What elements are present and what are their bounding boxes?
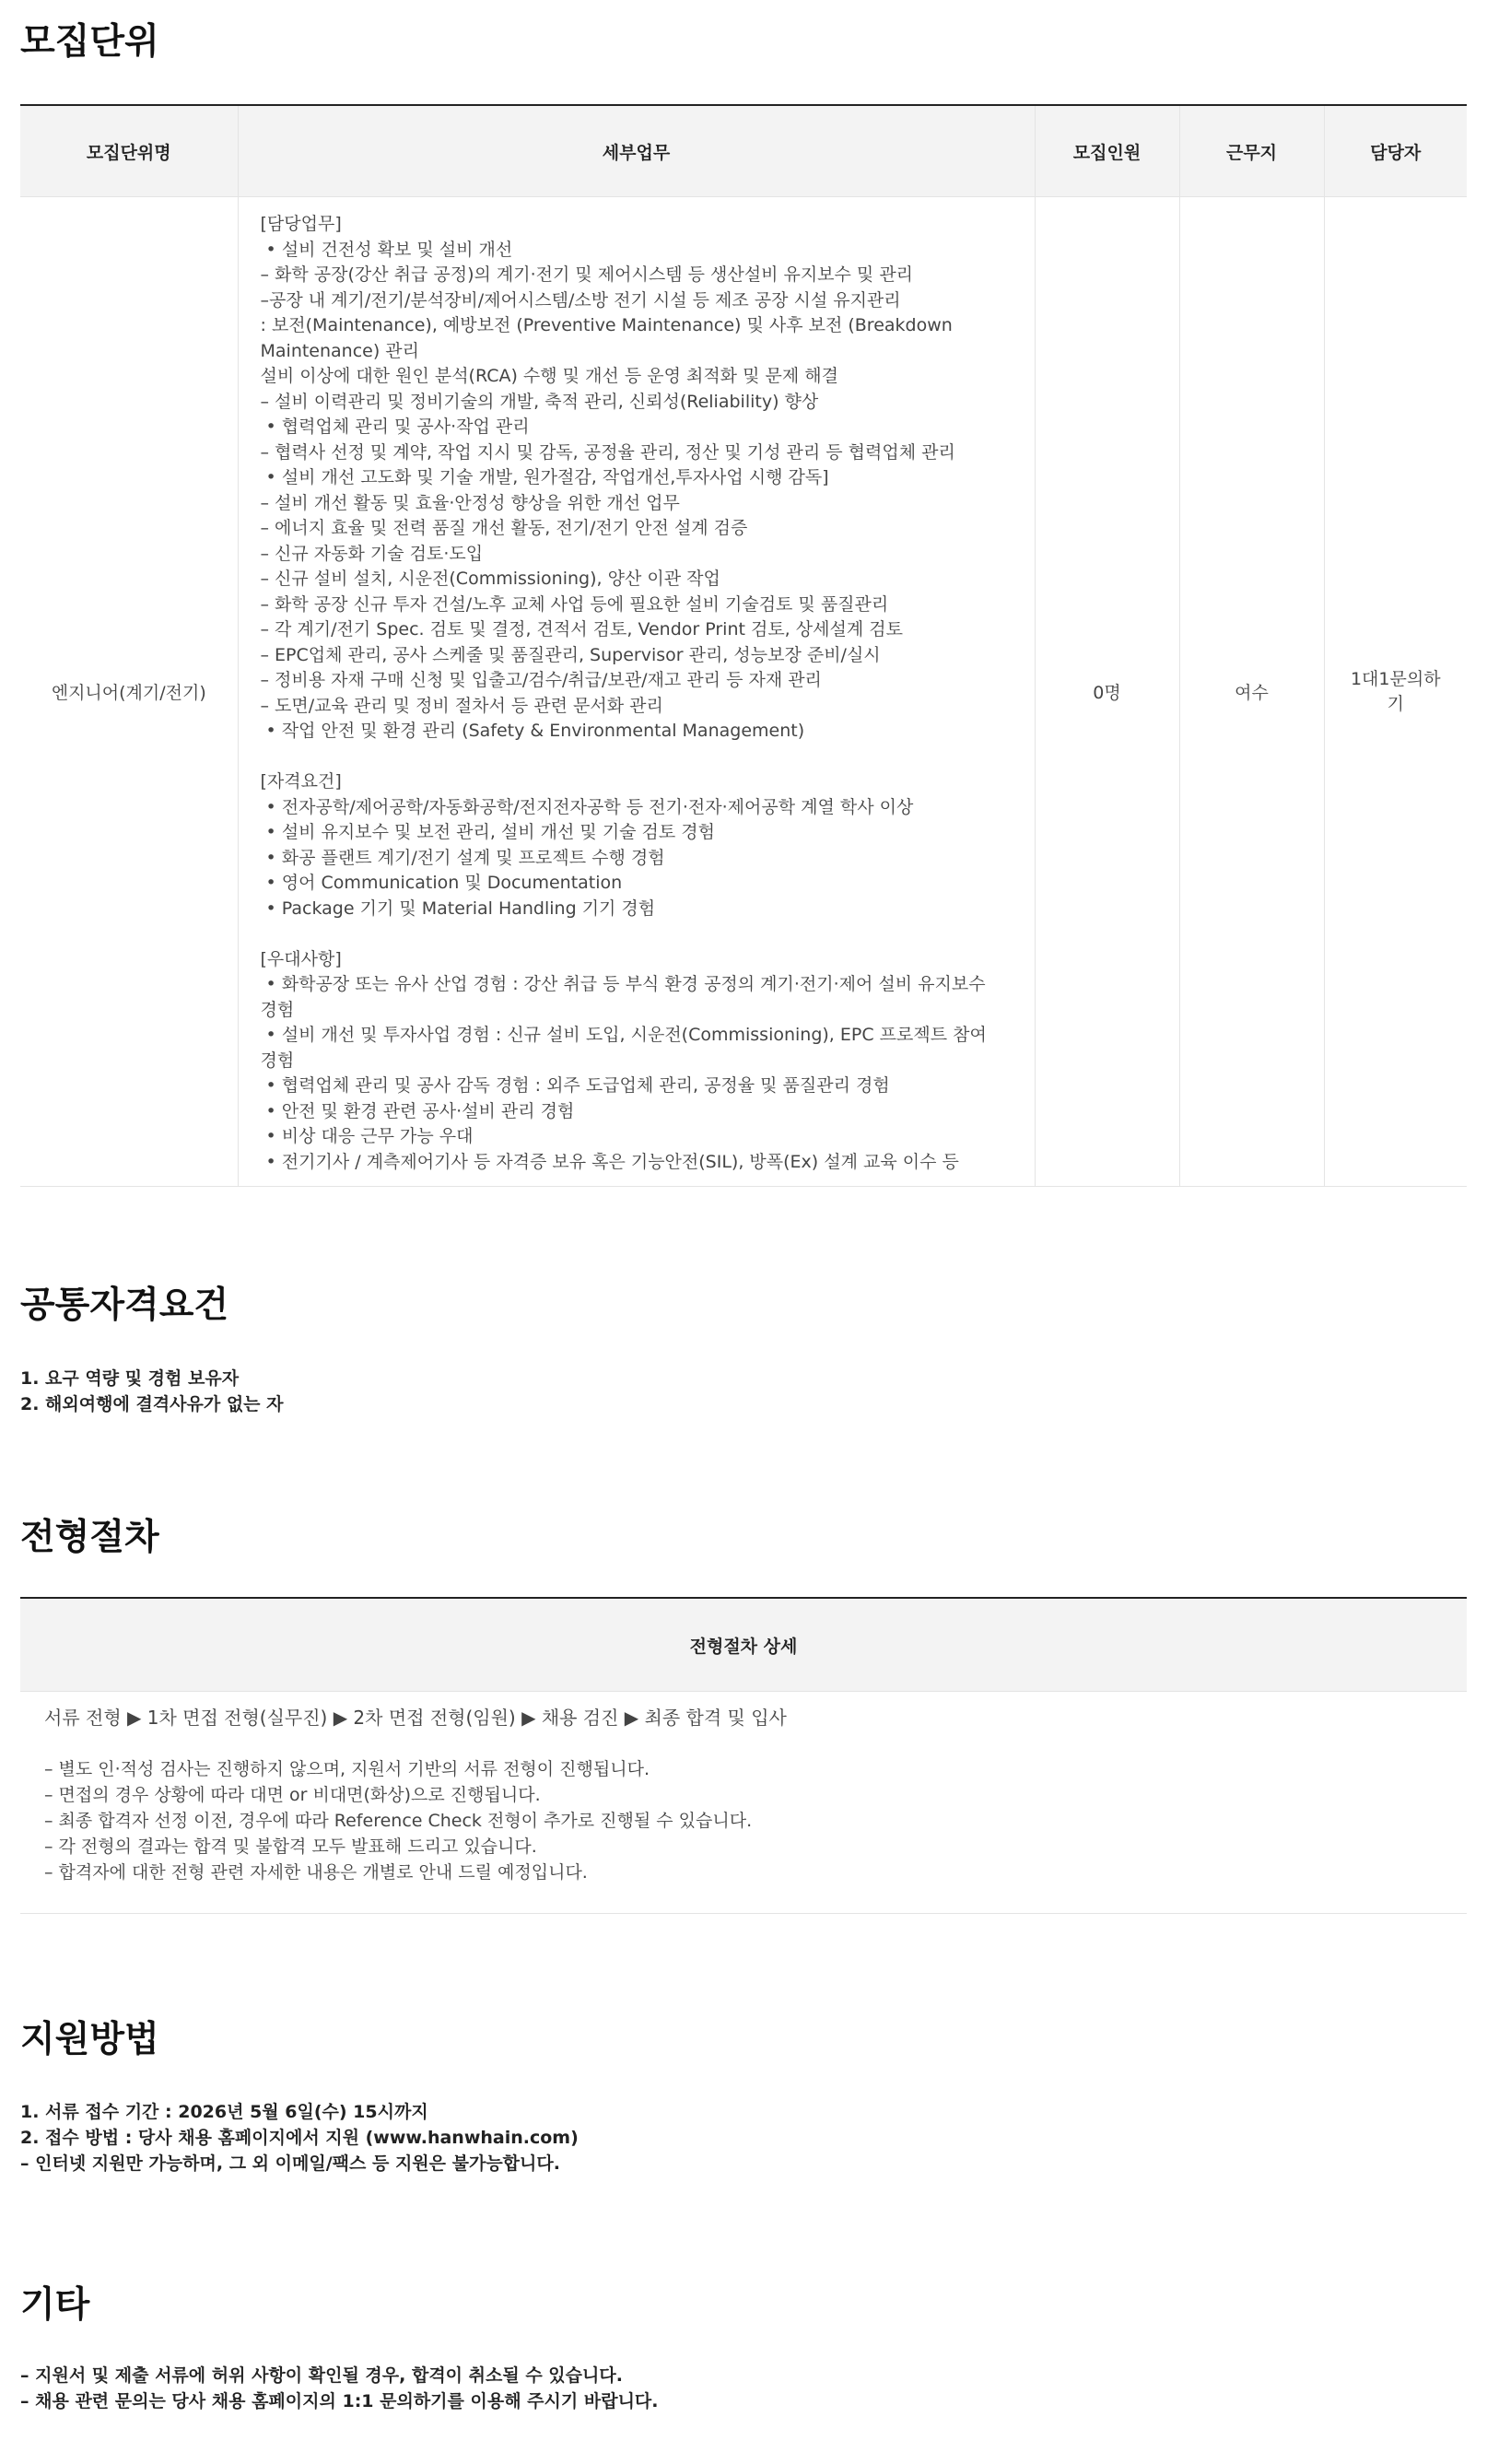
duty-line: • 협력업체 관리 및 공사·작업 관리 xyxy=(260,417,530,437)
location-cell: 여수 xyxy=(1179,197,1324,1187)
duty-line: – 설비 이력관리 및 정비기술의 개발, 축적 관리, 신뢰성(Reliability) 향상 xyxy=(260,391,819,412)
duty-line: • 협력업체 관리 및 공사 감독 경험 : 외주 도급업체 관리, 공정율 및 품질관리 경험 xyxy=(260,1075,890,1096)
apply-method-list xyxy=(20,2099,579,2177)
process-note: – 최종 합격자 선정 이전, 경우에 따라 Reference Check 전형이 추가로 진행될 수 있습니다. xyxy=(44,1811,753,1831)
process-table-header-row xyxy=(20,1598,1467,1692)
duty-line: – 에너지 효율 및 전력 품질 개선 활동, 전기/전기 안전 설계 검증 xyxy=(260,518,748,538)
duty-line xyxy=(261,745,1013,770)
table-row xyxy=(20,197,1467,1187)
header-unit-name: 모집단위명 xyxy=(20,105,238,197)
recruit-table xyxy=(20,104,1467,1187)
duty-line: • Package 기기 및 Material Handling 기기 경험 xyxy=(260,898,656,919)
list-item: 2. 접수 방법 : 당사 채용 홈페이지에서 지원 (www.hanwhain.com) xyxy=(20,2128,579,2148)
duty-line: – 신규 설비 설치, 시운전(Commissioning), 양산 이관 작업 xyxy=(260,569,720,589)
duty-line: – EPC업체 관리, 공사 스케줄 및 품질관리, Supervisor 관리, 성능보장 준비/실시 xyxy=(260,644,881,665)
process-note: – 합격자에 대한 전형 관련 자세한 내용은 개별로 안내 드릴 예정입니다. xyxy=(44,1862,588,1883)
duty-line: • 전기기사 / 계측제어기사 등 자격증 보유 혹은 기능안전(SIL), 방폭(Ex) 설계 교육 이수 등 xyxy=(260,1151,959,1172)
duty-lines xyxy=(261,212,1013,1175)
list-item: – 채용 관련 문의는 당사 채용 홈페이지의 1:1 문의하기를 이용해 주시기 바랍니다. xyxy=(20,2391,659,2411)
duty-line: – 도면/교육 관리 및 정비 절차서 등 관련 문서화 관리 xyxy=(260,695,663,716)
process-table xyxy=(20,1597,1467,1914)
process-detail-cell xyxy=(20,1692,1467,1914)
list-item: 1. 요구 역량 및 경험 보유자 xyxy=(20,1368,240,1389)
recruit-table-header-row xyxy=(20,105,1467,197)
duty-line: • 화학공장 또는 유사 산업 경험 : 강산 취급 등 부식 환경 공정의 계기·전기·제어 설비 유지보수 경험 xyxy=(260,974,991,1020)
process-note: – 별도 인·적성 검사는 진행하지 않으며, 지원서 기반의 서류 전형이 진행됩니다. xyxy=(44,1759,650,1779)
duty-line: • 안전 및 환경 관련 공사·설비 관리 경험 xyxy=(260,1100,575,1121)
duty-line: 설비 이상에 대한 원인 분석(RCA) 수행 및 개선 등 운영 최적화 및 문제 해결 xyxy=(260,366,838,386)
common-qualification-list xyxy=(20,1366,284,1417)
list-item: – 지원서 및 제출 서류에 허위 사항이 확인될 경우, 합격이 취소될 수 있습니다. xyxy=(20,2365,623,2386)
header-location: 근무지 xyxy=(1179,105,1324,197)
list-item: – 인터넷 지원만 가능하며, 그 외 이메일/팩스 등 지원은 불가능합니다. xyxy=(20,2153,560,2174)
section-title-etc: 기타 xyxy=(20,2284,90,2326)
duty-line: – 화학 공장(강산 취급 공정)의 계기·전기 및 제어시스템 등 생산설비 유지보수 및 관리 xyxy=(260,264,914,285)
duty-line: • 비상 대응 근무 가능 우대 xyxy=(260,1126,474,1146)
duty-line: • 전자공학/제어공학/자동화공학/전지전자공학 등 전기·전자·제어공학 계열 학사 이상 xyxy=(260,796,914,817)
duty-line: • 설비 개선 및 투자사업 경험 : 신규 설비 도입, 시운전(Commissioning), EPC 프로젝트 참여 경험 xyxy=(260,1025,992,1071)
section-title-apply-method: 지원방법 xyxy=(20,2019,159,2060)
duty-line: • 설비 개선 고도화 및 기술 개발, 원가절감, 작업개선,투자사업 시행 감독] xyxy=(260,467,829,487)
list-item: 2. 해외여행에 결격사유가 없는 자 xyxy=(20,1394,284,1414)
section-title-process: 전형절차 xyxy=(20,1517,159,1558)
header-process-detail: 전형절차 상세 xyxy=(20,1598,1467,1692)
process-note: – 면접의 경우 상황에 따라 대면 or 비대면(화상)으로 진행됩니다. xyxy=(44,1785,541,1805)
duty-line: • 설비 건전성 확보 및 설비 개선 xyxy=(260,239,513,260)
table-row xyxy=(20,1692,1467,1914)
duty-line: • 화공 플랜트 계기/전기 설계 및 프로젝트 수행 경험 xyxy=(260,847,665,868)
duty-line: – 신규 자동화 기술 검토·도입 xyxy=(260,543,484,564)
duty-line: [우대사항] xyxy=(260,948,342,969)
duty-line: • 영어 Communication 및 Documentation xyxy=(260,873,623,893)
duty-line xyxy=(261,921,1013,947)
header-headcount: 모집인원 xyxy=(1035,105,1179,197)
duty-line: • 작업 안전 및 환경 관리 (Safety & Environmental Management) xyxy=(260,721,805,741)
duty-line: • 설비 유지보수 및 보전 관리, 설비 개선 및 기술 검토 경험 xyxy=(260,822,716,842)
duty-line: [자격요건] xyxy=(260,771,342,792)
process-flow: 서류 전형 ▶ 1차 면접 전형(실무진) ▶ 2차 면접 전형(임원) ▶ 채용 검진 ▶ 최종 합격 및 입사 xyxy=(44,1707,787,1729)
duty-line: [담당업무] xyxy=(260,214,342,234)
list-item: 1. 서류 접수 기간 : 2026년 5월 6일(수) 15시까지 xyxy=(20,2102,428,2122)
headcount-cell: 0명 xyxy=(1035,197,1179,1187)
unit-name-cell: 엔지니어(계기/전기) xyxy=(20,197,238,1187)
duty-line: – 각 계기/전기 Spec. 검토 및 결정, 견적서 검토, Vendor Print 검토, 상세설계 검토 xyxy=(260,619,903,639)
process-note: – 각 전형의 결과는 합격 및 불합격 모두 발표해 드리고 있습니다. xyxy=(44,1836,537,1857)
section-title-recruit-unit: 모집단위 xyxy=(20,21,159,63)
duty-line: – 정비용 자재 구매 신청 및 입출고/검수/취급/보관/재고 관리 등 자재 관리 xyxy=(260,670,822,690)
etc-list xyxy=(20,2363,659,2414)
duty-line: – 화학 공장 신규 투자 건설/노후 교체 사업 등에 필요한 설비 기술검토 및 품질관리 xyxy=(260,593,889,615)
contact-cell: 1대1문의하기 xyxy=(1324,197,1467,1187)
duty-line: : 보전(Maintenance), 예방보전 (Preventive Maintenance) 및 사후 보전 (Breakdown Maintenance) 관리 xyxy=(260,315,958,361)
header-duty: 세부업무 xyxy=(238,105,1035,197)
duty-line: – 설비 개선 활동 및 효율·안정성 향상을 위한 개선 업무 xyxy=(260,492,680,513)
header-contact: 담당자 xyxy=(1324,105,1467,197)
duty-line: – 협력사 선정 및 계약, 작업 지시 및 감독, 공정율 관리, 정산 및 기성 관리 등 협력업체 관리 xyxy=(260,441,955,463)
section-title-common-qualification: 공통자격요건 xyxy=(20,1285,229,1326)
duty-cell xyxy=(238,197,1035,1187)
duty-line: –공장 내 계기/전기/분석장비/제어시스템/소방 전기 시설 등 제조 공장 시설 유지관리 xyxy=(260,289,901,311)
